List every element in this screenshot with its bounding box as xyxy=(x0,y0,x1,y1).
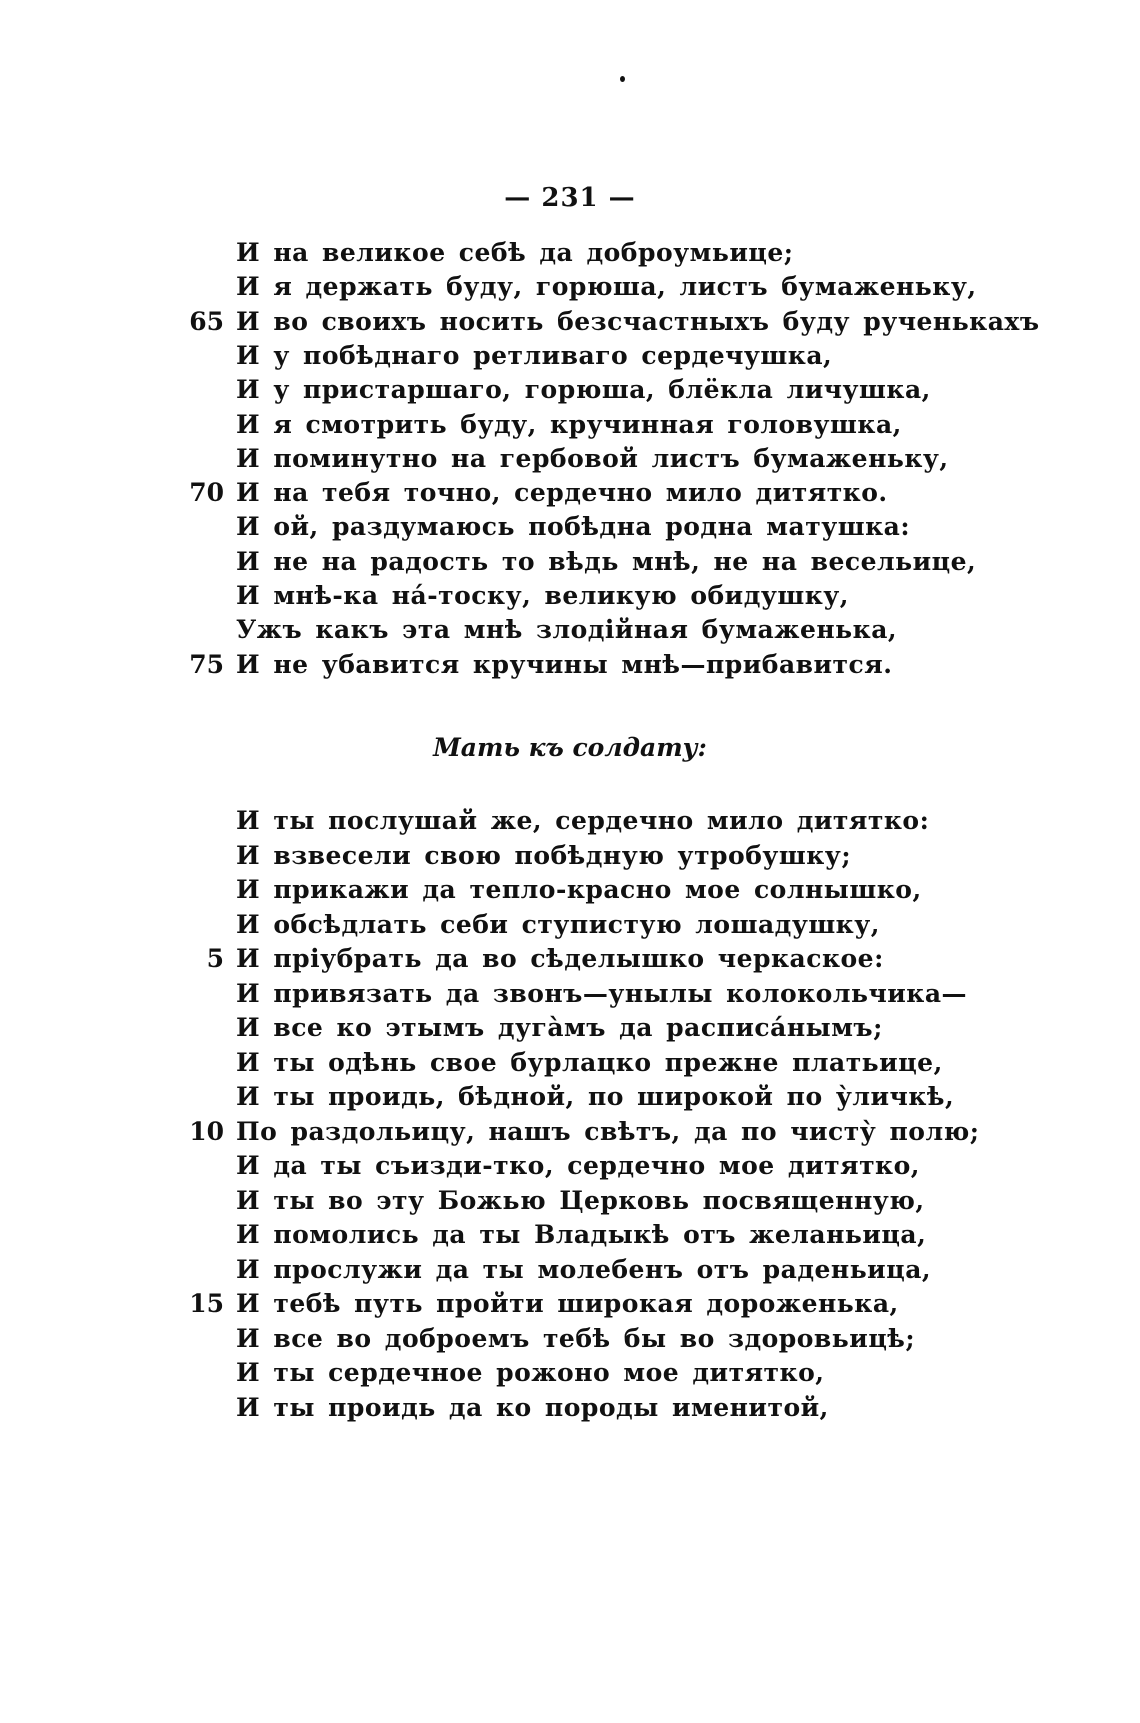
verse-line xyxy=(0,476,1140,509)
verse-text: И не убавится кручины мнѣ—прибавится. xyxy=(236,649,893,679)
verse-text: И во своихъ носить безсчастныхъ буду рученькахъ xyxy=(236,306,1040,336)
line-number: 5 xyxy=(206,944,224,973)
verse-text: И не на радость то вѣдь мнѣ, не на весельице, xyxy=(236,546,977,576)
verse-text: И прикажи да тепло-красно мое солнышко, xyxy=(236,875,922,904)
print-speck xyxy=(620,76,625,82)
line-number: 10 xyxy=(189,1116,224,1146)
verse-text: И я смотрить буду, кручинная головушка, xyxy=(236,409,902,439)
verse-line xyxy=(0,1391,1140,1424)
verse-line xyxy=(0,942,1140,975)
verse-text: Ужъ какъ эта мнѣ злодійная бумаженька, xyxy=(236,615,898,645)
verse-line xyxy=(0,804,1140,837)
verse-text: И тебѣ путь пройти широкая дороженька, xyxy=(236,1289,899,1318)
verse-line xyxy=(0,579,1140,612)
verse-line xyxy=(0,1322,1140,1355)
verse-line xyxy=(0,1253,1140,1286)
page-number: — 231 — xyxy=(504,183,636,213)
verse-line xyxy=(0,545,1140,578)
verse-line xyxy=(0,977,1140,1010)
verse-line xyxy=(0,1356,1140,1389)
verse-text: И пріубрать да во сѣделышко черкаское: xyxy=(236,944,884,973)
verse-line xyxy=(0,1115,1140,1148)
verse-text: И ты одѣнь свое бурлацко прежне платьице, xyxy=(236,1047,943,1077)
verse-line xyxy=(0,408,1140,441)
verse-text: И ты сердечное рожоно мое дитятко, xyxy=(236,1358,825,1387)
verse-text: И мнѣ-ка на́-тоску, великую обидушку, xyxy=(236,581,850,610)
line-number: 15 xyxy=(189,1289,224,1318)
verse-text: По раздольицу, нашъ свѣтъ, да по чисту̀ полю; xyxy=(236,1116,980,1146)
verse-line xyxy=(0,613,1140,646)
verse-line xyxy=(0,442,1140,475)
verse-text: И да ты съизди-тко, сердечно мое дитятко, xyxy=(236,1151,920,1180)
verse-line xyxy=(0,236,1140,269)
verse-line xyxy=(0,648,1140,681)
verse-line xyxy=(0,1218,1140,1251)
verse-line xyxy=(0,339,1140,372)
verse-text: И прослужи да ты молебенъ отъ раденьица, xyxy=(236,1254,932,1284)
verse-text: И ты проидь, бѣдной, по широкой по у̀личкѣ, xyxy=(236,1082,955,1111)
verse-text: И обсѣдлать себи ступистую лошадушку, xyxy=(236,909,880,939)
verse-line xyxy=(0,1080,1140,1113)
verse-text: И ты проидь да ко породы именитой, xyxy=(236,1392,829,1422)
verse-text: И у пристаршаго, горюша, блёкла личушка, xyxy=(236,375,931,405)
verse-line xyxy=(0,1184,1140,1217)
verse-line xyxy=(0,908,1140,941)
verse-line xyxy=(0,270,1140,303)
verse-text: И привязать да звонъ—унылы колокольчика— xyxy=(236,978,968,1008)
verse-text: И взвесели свою побѣдную утробушку; xyxy=(236,840,852,870)
verse-text: И все ко этымъ дуга̀мъ да расписа́нымъ; xyxy=(236,1013,883,1042)
line-number: 70 xyxy=(189,478,224,508)
verse-text: И ты во эту Божью Церковь посвященную, xyxy=(236,1185,925,1215)
verse-line xyxy=(0,1046,1140,1079)
verse-text: И я держать буду, горюша, листъ бумаженьку, xyxy=(236,272,977,302)
verse-text: И у побѣднаго ретливаго сердечушка, xyxy=(236,340,833,370)
line-number: 75 xyxy=(189,649,224,679)
verse-line xyxy=(0,373,1140,406)
verse-line xyxy=(0,1011,1140,1044)
verse-text: И на тебя точно, сердечно мило дитятко. xyxy=(236,478,888,508)
verse-text: И на великое себѣ да доброумьице; xyxy=(236,238,794,267)
verse-text: И поминутно на гербовой листъ бумаженьку, xyxy=(236,443,949,473)
verse-line xyxy=(0,873,1140,906)
verse-text: И ой, раздумаюсь побѣдна родна матушка: xyxy=(236,512,911,542)
verse-line xyxy=(0,1287,1140,1320)
verse-line xyxy=(0,1149,1140,1182)
verse-line xyxy=(0,839,1140,872)
verse-line xyxy=(0,305,1140,338)
verse-line xyxy=(0,510,1140,543)
line-number: 65 xyxy=(189,306,224,336)
section-heading: Мать къ солдату: xyxy=(433,733,707,762)
verse-text: И все во доброемъ тебѣ бы во здоровьицѣ; xyxy=(236,1323,916,1353)
verse-text: И помолись да ты Владыкѣ отъ желаньица, xyxy=(236,1220,927,1249)
verse-text: И ты послушай же, сердечно мило дитятко: xyxy=(236,806,930,835)
